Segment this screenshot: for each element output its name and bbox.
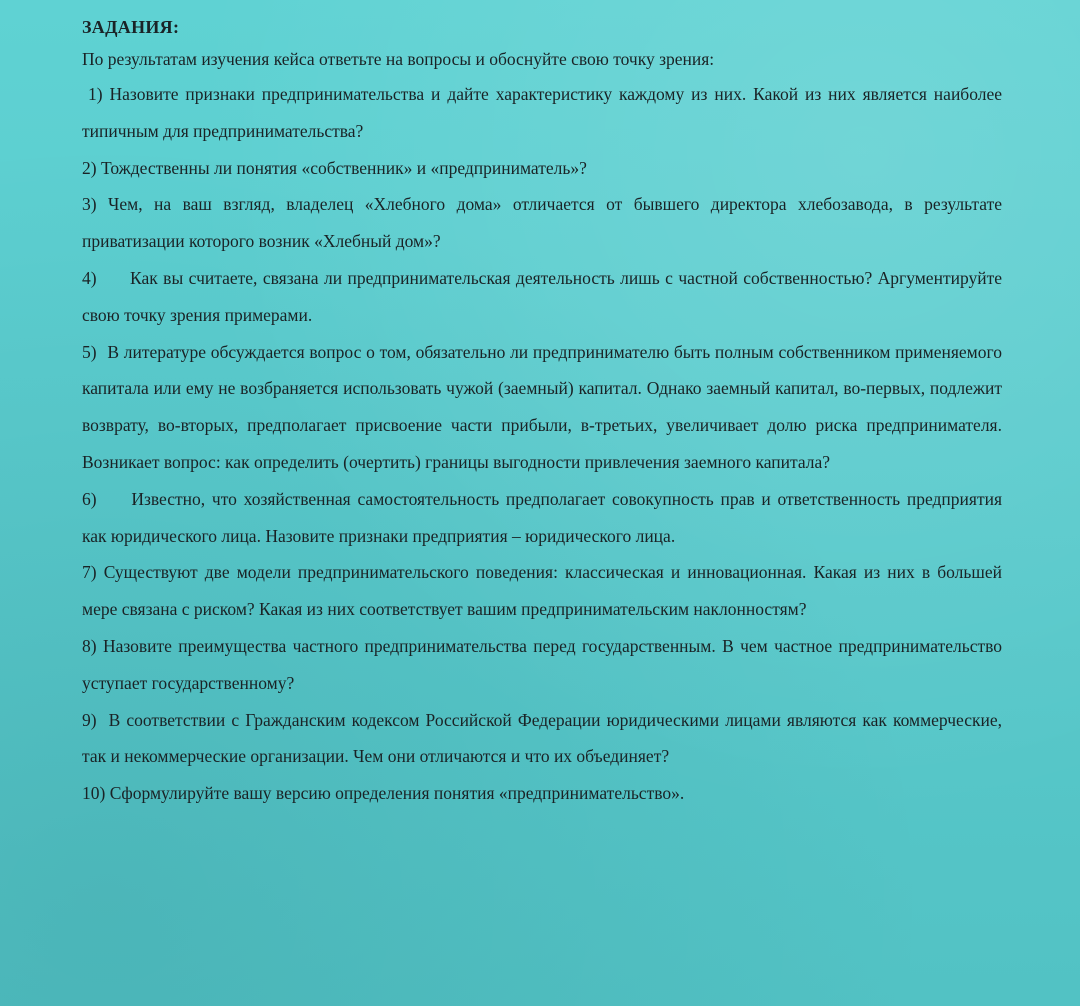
task-item-5 — [82, 334, 1002, 481]
task-item-8 — [82, 628, 1002, 702]
task-number: 9) — [82, 709, 97, 730]
task-text: Назовите преимущества частного предпринимательства перед государственным. В чем частное предпринимательство уступает государственному? — [82, 635, 1003, 693]
task-number: 4) — [82, 267, 97, 288]
task-number: 1) — [88, 84, 103, 104]
task-item-10 — [82, 775, 1002, 812]
task-text: Как вы считаете, связана ли предпринимательская деятельность лишь с частной собственностью? Аргументируйте свою точку зрения примерами. — [82, 267, 1003, 325]
task-text: Тождественны ли понятия «собственник» и «предприниматель»? — [100, 157, 587, 178]
task-number: 5) — [82, 341, 97, 362]
task-number: 8) — [82, 635, 97, 656]
document-heading: ЗАДАНИЯ: — [82, 17, 180, 37]
task-item-7 — [82, 554, 1002, 628]
task-number: 6) — [82, 488, 97, 509]
task-text: Известно, что хозяйственная самостоятельность предполагает совокупность прав и ответственность предприятия как юридического лица. Назовите признаки предприятия – юридического лица. — [82, 488, 1003, 546]
task-item-9 — [82, 702, 1002, 776]
task-number: 3) — [82, 194, 97, 215]
task-text: Существуют две модели предпринимательского поведения: классическая и инновационная. Какая из них в большей мере связана с риском? Какая из них соответствует вашим предпринимательским наклонностям? — [82, 562, 1002, 620]
task-item-3 — [82, 186, 1002, 260]
task-number: 10) — [82, 783, 106, 804]
task-text: Сформулируйте вашу версию определения понятия «предпринимательство». — [109, 783, 685, 804]
task-text: Назовите признаки предпринимательства и дайте характеристику каждому из них. Какой из них является наиболее типичным для предпринимательства? — [82, 84, 1002, 141]
task-text: Чем, на ваш взгляд, владелец «Хлебного дома» отличается от бывшего директора хлебозавода, в результате приватизации которого возник «Хлебный дом»? — [82, 194, 1003, 252]
document-intro: По результатам изучения кейса ответьте на вопросы и обоснуйте свою точку зрения: — [82, 49, 715, 69]
task-item-1 — [82, 76, 1002, 150]
task-item-2 — [82, 150, 1002, 187]
task-number: 2) — [82, 157, 97, 178]
task-item-6 — [82, 481, 1002, 555]
task-item-4 — [82, 260, 1002, 334]
task-number: 7) — [82, 562, 97, 583]
task-text: В соответствии с Гражданским кодексом Российской Федерации юридическими лицами являются как коммерческие, так и некоммерческие организации. Чем они отличаются и что их объединяет? — [82, 709, 1003, 767]
task-text: В литературе обсуждается вопрос о том, обязательно ли предпринимателю быть полным собственником применяемого капитала или ему не возбраняется использовать чужой (заемный) капитал. Однако заемный капитал, во-первых, подлежит возврату, во-вторых, предполагает присвоение части прибыли, в-третьих, увеличивает долю риска предпринимателя. Возникает вопрос: как определить (очертить) границы выгодности привлечения заемного капитала? — [82, 341, 1002, 472]
